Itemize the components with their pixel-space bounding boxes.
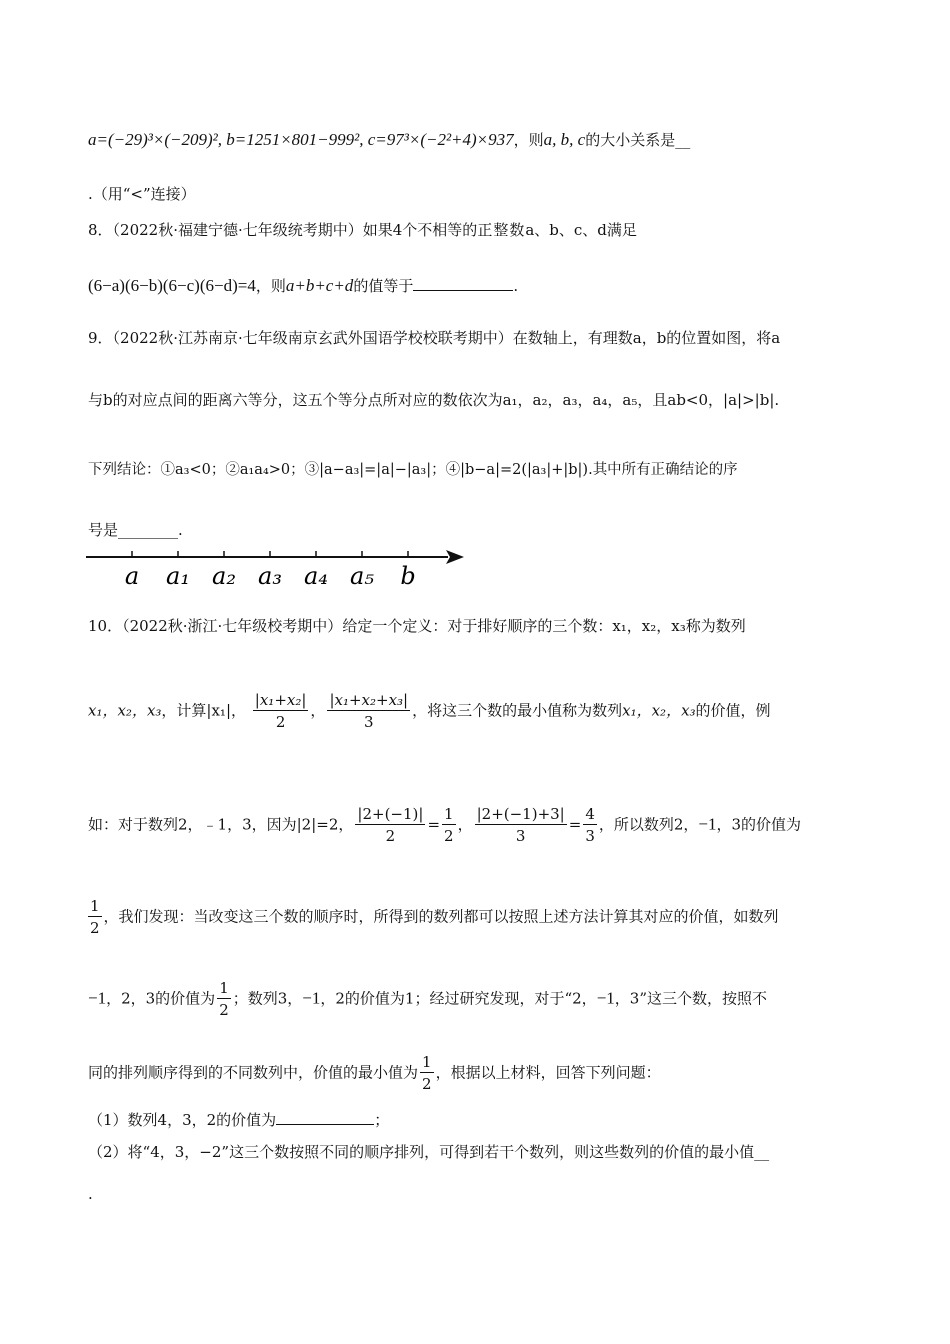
q8-number: 8． [88, 221, 113, 239]
q10-l6-half-den: 2 [422, 1075, 432, 1093]
q10-part1-text: （1）数列4，3，2的价值为 [88, 1111, 277, 1129]
q10-half-num: 1 [90, 897, 100, 915]
q10-ex-result-1 [442, 804, 456, 847]
q10-part1-answer-blank[interactable] [276, 1110, 374, 1125]
q10-l5-c: ；数列3， [232, 989, 303, 1008]
number-line-arrow [446, 550, 464, 564]
q10-l5-half-den: 2 [219, 1001, 229, 1019]
q10-ex-frac-1-den: 2 [385, 827, 396, 845]
number-line-label: a₁ [166, 562, 190, 590]
q9-line4: 号是________. [88, 521, 183, 539]
q9-ask1: 其中所有正确结论的序 [592, 462, 738, 478]
q10-frac-2-den: 3 [364, 713, 374, 731]
q10-l6-b: ，根据以上材料，回答下列问题： [435, 1063, 661, 1082]
q10-ex1: 如：对于数列2，﹣1，3，因为|2|=2， [88, 815, 354, 834]
q10-ex-frac-1-num: |2+(−1)| [357, 805, 424, 823]
q10-l5-neg1-f: −1 [596, 988, 615, 1008]
q10-l5-g: ，3”这三个数，按照不 [614, 989, 767, 1008]
q8-answer-blank[interactable] [413, 276, 513, 291]
number-line-label: a₄ [304, 562, 328, 590]
q10-half-frac [88, 896, 102, 939]
q10-observation: ，我们发现：当改变这三个数的顺序时，所得到的数列都可以按照上述方法计算其对应的价值，如数列 [103, 907, 779, 926]
q10-l5-half-num: 1 [219, 979, 229, 997]
number-line-label: a [124, 562, 140, 590]
q9-line1 [88, 328, 780, 348]
q10-ex-frac-2-num: |2+(−1)+3| [476, 805, 565, 823]
q10-def1: 给定一个定义：对于排好顺序的三个数：x₁，x₂，x₃称为数列 [342, 617, 746, 635]
q10-half-den: 2 [90, 919, 100, 937]
q10-frac-2-num: |x₁+x₂+x₃| [329, 691, 409, 709]
q9-text1: 在数轴上，有理数a，b的位置如图，将a [512, 329, 781, 347]
q10-def3: 的价值，例 [695, 701, 771, 720]
q10-line3 [88, 804, 801, 847]
q10-ex-result-2-num: 4 [585, 805, 595, 823]
q10-ex-result-1-num: 1 [444, 805, 454, 823]
q10-calc: ，计算|x₁|， [161, 701, 247, 720]
q10-frac-1-den: 2 [275, 713, 286, 731]
q10-ex-neg1: −1 [698, 814, 717, 834]
q10-ex-result-2 [583, 804, 597, 847]
q10-line4 [88, 896, 779, 939]
q10-frac-1 [253, 690, 309, 733]
q9-conclusion-1: ①a₃<0； [160, 462, 226, 478]
q7-ask-prefix: ，则 [513, 131, 544, 149]
q7-line2: .（用“<”连接） [88, 185, 196, 203]
q7-vars: a, b, c [543, 130, 586, 149]
q10-seq: x₁，x₂，x₃ [88, 701, 162, 720]
q9-conclusion-2: ②a₁a₄>0； [225, 462, 305, 478]
q7-line1 [88, 130, 690, 150]
q10-ex-result-2-den: 3 [585, 827, 595, 845]
q10-ex-sep: ， [457, 815, 473, 834]
number-line-label: b [400, 562, 416, 590]
q10-ex-frac-2 [475, 804, 567, 847]
number-line-label: a₅ [350, 562, 374, 590]
q10-ex-result-1-den: 2 [444, 827, 454, 845]
number-line-label: a₃ [258, 562, 282, 590]
q10-ex-frac-1 [355, 804, 425, 847]
q10-ex3: ，3的价值为 [716, 815, 802, 834]
q10-part2: （2）将“4，3，−2”这三个数按照不同的顺序排列，可得到若干个数列，则这些数列的价值的最小值__ [88, 1143, 770, 1161]
q10-frac-1-num: |x₁+x₂| [254, 691, 307, 709]
q10-l5-b: ，2，3的价值为 [106, 989, 216, 1008]
q7-expression: a=(−29)³×(−209)², b=1251×801−999², c=97³×(−2²+4)×937 [88, 130, 514, 149]
q10-def2: ，将这三个数的最小值称为数列 [412, 701, 623, 720]
q10-part1-end: ； [374, 1111, 390, 1129]
q10-ex-frac-2-den: 3 [515, 827, 526, 845]
q8-end: . [513, 277, 519, 295]
q8-text-pre: 如果4个不相等的 [362, 221, 478, 239]
q10-l5-e: ，2的价值为1；经过研究发现，对于“2， [320, 989, 597, 1008]
q10-l5-neg1-a: −1 [88, 988, 107, 1008]
q10-line6 [88, 1052, 661, 1095]
q10-frac-2 [327, 690, 410, 733]
q8-ask-pre: ，则 [255, 277, 286, 295]
q8-line2 [88, 276, 518, 296]
q8-ask-post: 的值等于 [353, 277, 414, 295]
q10-l6-a: 同的排列顺序得到的不同数列中，价值的最小值为 [88, 1063, 419, 1082]
q9-number-line [86, 548, 476, 596]
q9-line2: 与b的对应点间的距离六等分，这五个等分点所对应的数依次为a₁，a₂，a₃，a₄，a₅，且ab<0，|a|>|b|. [88, 391, 780, 409]
q8-source: （2022秋·福建宁德·七年级统考期中） [112, 221, 363, 239]
q9-conclusion-3: ③|a−a₃|=|a|−|a₃|； [304, 462, 446, 478]
q10-seq2: x₁，x₂，x₃ [622, 701, 696, 720]
q9-conclusions-label: 下列结论： [88, 462, 161, 478]
q10-l6-half-num: 1 [422, 1053, 432, 1071]
q9-number: 9． [88, 329, 113, 347]
q10-part1 [88, 1110, 389, 1130]
q8-text-post: a、b、c、d满足 [525, 221, 637, 239]
q9-line3 [88, 460, 738, 480]
q9-source: （2022秋·江苏南京·七年级南京玄武外国语学校校联考期中） [112, 329, 513, 347]
q10-l5-half [217, 978, 231, 1021]
q9-conclusion-4: ④|b−a|=2(|a₃|+|b|). [445, 462, 593, 478]
q8-sum: a+b+c+d [285, 276, 354, 295]
q8-emphasis: 正整数 [477, 221, 526, 239]
q10-ex-eq1: = [427, 815, 441, 834]
q10-source: （2022秋·浙江·七年级校考期中） [122, 617, 343, 635]
q10-line1 [88, 616, 746, 636]
q10-line5 [88, 978, 767, 1021]
q10-part2-end: . [88, 1185, 93, 1203]
q10-line2: x₁，x₂，x₃，计算|x₁|， $\frac{\text{|x₁+x₂|}}{2}$ ， $\frac{\text{|x₁+x₂+x₃|}}{3}$ ，将这三个数的最小值称为数列x₁，x₂，x₃的价值，例 [88, 691, 771, 731]
q7-ask-suffix: 的大小关系是__ [585, 131, 691, 149]
q10-l5-neg1-d: −1 [302, 988, 321, 1008]
q10-ex-eq2: = [568, 815, 582, 834]
q8-equation: (6−a)(6−b)(6−c)(6−d)=4 [88, 276, 256, 295]
number-line-label: a₂ [212, 562, 236, 590]
q8-line1 [88, 220, 637, 240]
q10-number: 10． [88, 617, 123, 635]
q10-l6-half [420, 1052, 434, 1095]
q10-ex2: ，所以数列2， [598, 815, 699, 834]
